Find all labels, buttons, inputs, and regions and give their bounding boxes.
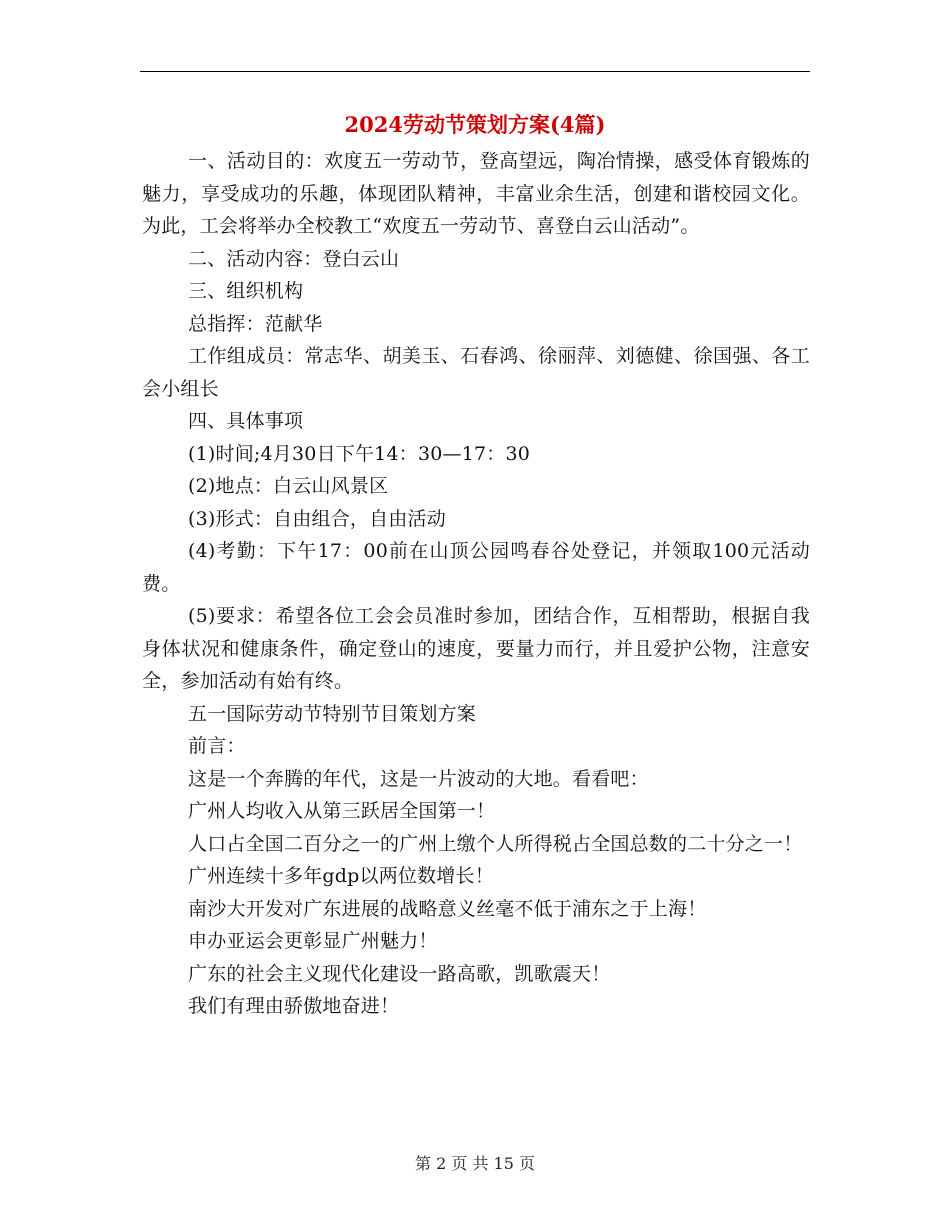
paragraph-preface-line-8: 我们有理由骄傲地奋进！ — [188, 995, 400, 1017]
paragraph-preface-line-2: 广州人均收入从第三跃居全国第一！ — [188, 800, 496, 822]
paragraph-preface-line-5: 南沙大开发对广东进展的战略意义丝毫不低于浦东之于上海！ — [188, 897, 707, 920]
paragraph-preface-line-1: 这是一个奔腾的年代，这是一片波动的大地。看看吧： — [188, 767, 649, 790]
paragraph-preface-label: 前言： — [188, 735, 246, 757]
document-body — [142, 145, 810, 1023]
paragraph-attendance: (4)考勤：下午17：00前在山顶公园鸣春谷处登记，并领取100元活动费。 — [142, 540, 810, 595]
page-number-footer: 第 2 页 共 15 页 — [415, 1154, 535, 1173]
paragraph-preface-line-3: 人口占全国二百分之一的广州上缴个人所得税占全国总数的二十分之一！ — [188, 832, 803, 855]
paragraph-preface-line-6: 申办亚运会更彰显广州魅力！ — [188, 930, 438, 952]
paragraph-time: (1)时间;4月30日下午14：30—17：30 — [188, 442, 531, 465]
paragraph-preface-line-7: 广东的社会主义现代化建设一路高歌，凯歌震天！ — [188, 962, 611, 985]
paragraph-activity-content: 二、活动内容：登白云山 — [188, 247, 400, 270]
paragraph-commander: 总指挥：范献华 — [188, 312, 323, 335]
paragraph-organization: 三、组织机构 — [188, 280, 304, 302]
paragraph-activity-purpose: 一、活动目的：欢度五一劳动节，登高望远，陶冶情操，感受体育锻炼的魅力，享受成功的乐趣，体现团队精神，丰富业余生活，创建和谐校园文化。为此，工会将举办全校教工“欢度五一劳动节、喜登白云山活动”。 — [142, 150, 810, 237]
paragraph-specifics-heading: 四、具体事项 — [188, 410, 304, 432]
paragraph-requirements: (5)要求：希望各位工会会员准时参加，团结合作，互相帮助，根据自我身体状况和健康条件，确定登山的速度，要量力而行，并且爱护公物，注意安全，参加活动有始有终。 — [142, 605, 810, 692]
header-rule — [140, 71, 810, 72]
document-title: 2024劳动节策划方案(4篇) — [344, 112, 606, 137]
paragraph-preface-line-4: 广州连续十多年gdp以两位数增长！ — [188, 865, 494, 887]
paragraph-location: (2)地点：白云山风景区 — [188, 475, 389, 497]
paragraph-special-program-title: 五一国际劳动节特别节目策划方案 — [188, 702, 477, 725]
paragraph-work-group: 工作组成员：常志华、胡美玉、石春鸿、徐丽萍、刘德健、徐国强、各工会小组长 — [142, 345, 810, 400]
paragraph-format: (3)形式：自由组合，自由活动 — [188, 507, 446, 530]
